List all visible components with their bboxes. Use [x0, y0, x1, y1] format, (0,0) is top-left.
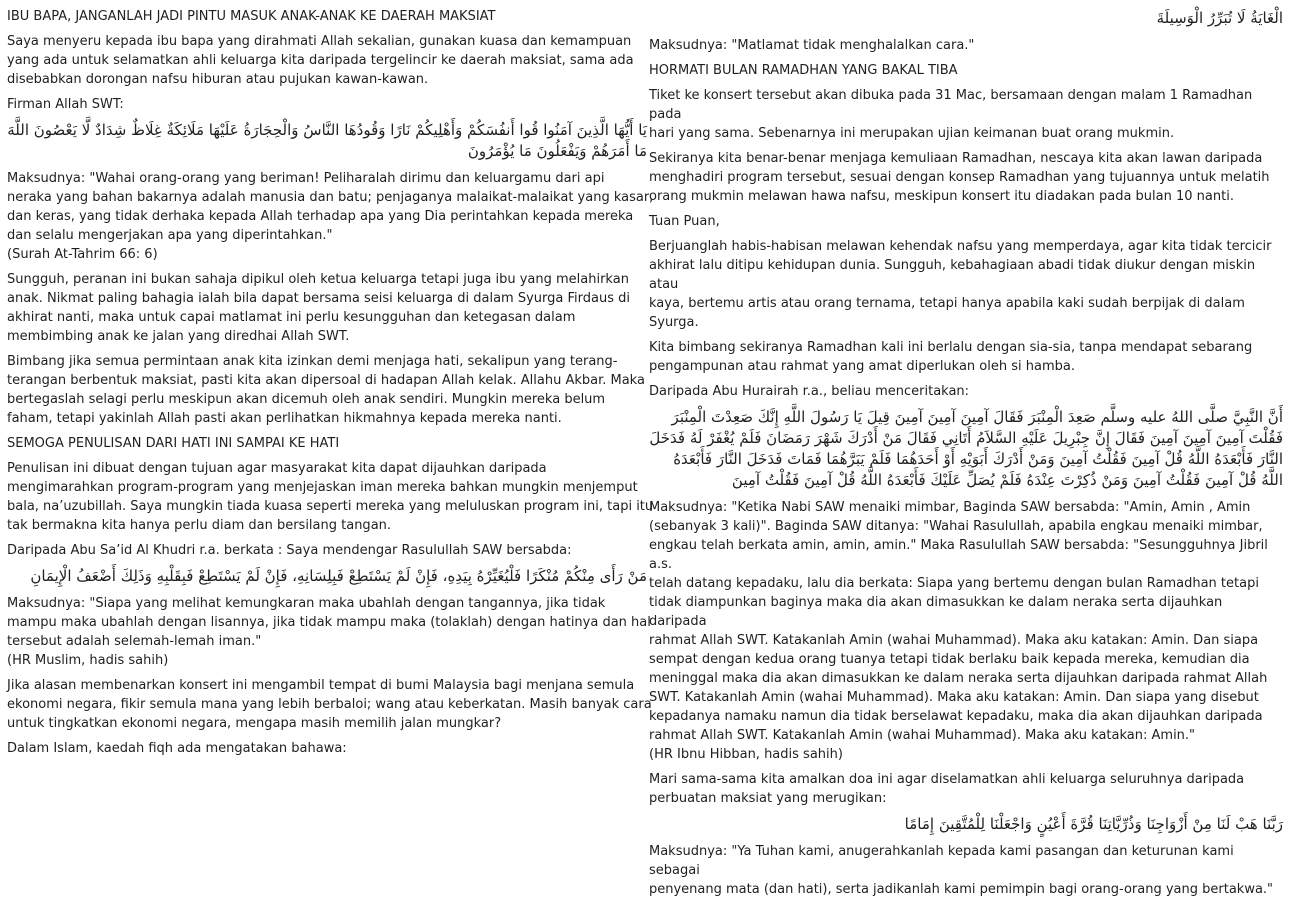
paragraph-worry: Kita bimbang sekiranya Ramadhan kali ini berlalu dengan sia-sia, tanpa mendapat sebarang pengampunan atau rahmat yang amat diperlukan oleh si hamba. [649, 340, 1253, 374]
right-article-column [648, 0, 1290, 897]
translation-hadith-munkar: Maksudnya: "Siapa yang melihat kemungkaran maka ubahlah dengan tangannya, jika tidak mampu maka ubahlah dengan lisannya, jika tidak mampu maka (tolaklah) dengan hatinya dan hal tersebut adalah selemah-lemah iman." [7, 596, 651, 649]
paragraph-economy: Jika alasan membenarkan konsert ini mengambil tempat di bumi Malaysia bagi menjana semula ekonomi negara, fikir semula mana yang lebih berbaloi; wang atau keberkatan. Masih banyak cara untuk tingkatkan ekonomi negara, mengapa masih memilih jalan mungkar? [7, 678, 652, 731]
translation-hadith-amin: Maksudnya: "Ketika Nabi SAW menaiki mimbar, Baginda SAW bersabda: "Amin, Amin , Amin (sebanyak 3 kali)". Baginda SAW ditanya: "Wahai Rasulullah, apabila engkau menaiki mimbar, engkau telah berkata amin, amin, amin." Maka Rasulullah SAW bersabda: "Sesungguhnya Jibril a.s. telah datang kepadaku, lalu dia berkata: Siapa yang bertemu dengan bulan Ramadhan tetapi tidak diampunkan baginya maka dia akan dimasukkan ke dalam neraka serta dijauhkan daripada rahmat Allah SWT. Katakanlah Amin (wahai Muhammad). Maka aku katakan: Amin. Dan siapa sempat dengan kedua orang tuanya tetapi tidak berlaku baik kepada mereka, kemudian dia meninggal maka dia akan dimasukkan ke dalam neraka serta dijauhkan daripada rahmat Allah SWT. Katakanlah Amin (wahai Muhammad). Maka aku katakan: Amin. Dan siapa yang disebut kepadanya namaku namun dia tidak berselawat kepadaku, maka dia akan dijauhkan daripada rahmat Allah SWT. Katakanlah Amin (wahai Muhammad). Maka aku katakan: Amin." [649, 500, 1268, 743]
source-tahrim: (Surah At-Tahrim 66: 6) [7, 247, 158, 262]
paragraph-ramadhan-honor: Sekiranya kita benar-benar menjaga kemuliaan Ramadhan, nescaya kita akan lawan daripada menghadiri program tersebut, sesuai dengan konsep Ramadhan yang tujuannya untuk melatih orang mukmin melawan hawa nafsu, meskipun konsert itu diadakan pada bulan 10 nanti. [649, 151, 1270, 204]
arabic-verse-tahrim: يَا أَيُّهَا الَّذِينَ آمَنُوا قُوا أَنفُسَكُمْ وَأَهْلِيكُمْ نَارًا وَقُودُهَا النَّاسُ وَالْحِجَارَةُ عَلَيْهَا مَلَائِكَةٌ غِلَاظٌ شِدَادٌ لَّا يَعْصُونَ اللَّهَ مَا أَمَرَهُمْ وَيَفْعَلُونَ مَا يُؤْمَرُونَ [7, 121, 647, 160]
section-heading-ramadhan: HORMATI BULAN RAMADHAN YANG BAKAL TIBA [649, 63, 958, 78]
arabic-doa: رَبَّنَا هَبْ لَنَا مِنْ أَزْوَاجِنَا وَذُرِّيَّاتِنَا قُرَّةَ أَعْيُنٍ وَاجْعَلْنَا لِلْمُتَّقِينَ إِمَامًا [904, 815, 1283, 833]
section-heading-parents: IBU BAPA, JANGANLAH JADI PINTU MASUK ANAK-ANAK KE DAERAH MAKSIAT [7, 9, 496, 24]
arabic-hadith-munkar: مَنْ رَأَى مِنْكُمْ مُنْكَرًا فَلْيُغَيِّرْهُ بِيَدِهِ، فَإِنْ لَمْ يَسْتَطِعْ فَبِلِسَانِهِ، فَإِنْ لَمْ يَسْتَطِعْ فَبِقَلْبِهِ وَذَلِكَ أَضْعَفُ الْإِيمَانِ [30, 567, 647, 585]
source-hadith-ibnu-hibban: (HR Ibnu Hibban, hadis sahih) [649, 747, 843, 762]
arabic-fiqh-maxim: الْغَايَةُ لَا تُبَرِّرُ الْوَسِيلَةَ [1156, 9, 1283, 27]
paragraph-purpose: Penulisan ini dibuat dengan tujuan agar masyarakat kita dapat dijauhkan daripada mengimarahkan program-program yang menjejaskan iman mereka bahkan mungkin menjemput bala, na’uzubillah. Saya mungkin tiada kuasa seperti mereka yang meluluskan program ini, tapi itu tak bermakna kita hanya perlu diam dan bersilang tangan. [7, 461, 654, 533]
section-heading-heart: SEMOGA PENULISAN DARI HATI INI SAMPAI KE HATI [7, 436, 340, 451]
paragraph-parents-appeal: Saya menyeru kepada ibu bapa yang dirahmati Allah sekalian, gunakan kuasa dan kemampuan yang ada untuk selamatkan ahli keluarga kita daripada tergelincir ke daerah maksiat, sama ada disebabkan dorongan nafsu hiburan atau pujukan kawan-kawan. [7, 34, 634, 87]
left-column-content [0, 0, 687, 758]
right-column-content [648, 0, 1283, 899]
arabic-hadith-amin: أَنَّ النَّبِيَّ صلَّى اللهُ عليه وسلَّم صَعِدَ الْمِنْبَرَ فَقَالَ آمِينَ آمِينَ آمِينَ قِيلَ يَا رَسُولَ اللَّهِ إِنَّكَ صَعِدْتَ الْمِنْبَرَ فَقُلْتَ آمِينَ آمِينَ آمِينَ فَقَالَ إِنَّ جِبْرِيلَ عَلَيْهِ السَّلاَمُ أَتَانِي فَقَالَ مَنْ أَدْرَكَ شَهْرَ رَمَضَانَ فَلَمْ يُغْفَرْ لَهُ فَدَخَلَ النَّارَ فَأَبْعَدَهُ اللَّهُ قُلْ آمِينَ فَقُلْتُ آمِينَ وَمَنْ أَدْرَكَ أَبَوَيْهِ أَوْ أَحَدَهُمَا فَلَمْ يَبَرَّهُمَا فَمَاتَ فَدَخَلَ النَّارَ فَأَبْعَدَهُ اللَّهُ قُلْ آمِينَ فَقُلْتُ آمِينَ وَمَنْ ذُكِرْتَ عِنْدَهُ فَلَمْ يُصَلِّ عَلَيْكَ فَأَبْعَدَهُ اللَّهُ قُلْ آمِينَ فَقُلْتُ آمِينَ [649, 408, 1283, 489]
paragraph-struggle: Berjuanglah habis-habisan melawan kehendak nafsu yang memperdaya, agar kita tidak tercicir akhirat lalu ditipu kehidupan dunia. Sungguh, kebahagiaan abadi tidak diukur dengan miskin atau kaya, bertemu artis atau orang ternama, tetapi hanya apabila kaki sudah berpijak di dalam Syurga. [649, 239, 1272, 330]
left-article-column [0, 0, 654, 800]
hadith-intro-abu-said: Daripada Abu Sa’id Al Khudri r.a. berkata : Saya mendengar Rasulullah SAW bersabda: [7, 543, 572, 558]
hadith-intro-abu-hurairah: Daripada Abu Hurairah r.a., beliau menceritakan: [649, 384, 970, 399]
source-hadith-muslim: (HR Muslim, hadis sahih) [7, 653, 169, 668]
translation-tahrim: Maksudnya: "Wahai orang-orang yang beriman! Peliharalah dirimu dan keluargamu dari api neraka yang bahan bakarnya adalah manusia dan batu; penjaganya malaikat-malaikat yang kasar, dan keras, yang tidak derhaka kepada Allah terhadap apa yang Dia perintahkan kepada mereka dan selalu mengerjakan apa yang diperintahkan." [7, 171, 654, 243]
paragraph-fiqh-intro: Dalam Islam, kaedah fiqh ada mengatakan bahawa: [7, 741, 347, 756]
paragraph-firmness: Bimbang jika semua permintaan anak kita izinkan demi menjaga hati, sekalipun yang terang- terangan berbentuk maksiat, pasti kita akan dipersoal di hadapan Allah kelak. Allahu Akbar. Maka bertegaslah selagi perlu meskipun akan dicemuh oleh anak sendiri. Mungkin mereka belum faham, tetapi yakinlah Allah pasti akan perlihatkan hikmahnya kepada mereka nanti. [7, 354, 645, 426]
salutation: Tuan Puan, [649, 214, 720, 229]
quran-intro: Firman Allah SWT: [7, 97, 124, 112]
paragraph-doa-intro: Mari sama-sama kita amalkan doa ini agar diselamatkan ahli keluarga seluruhnya daripada perbuatan maksiat yang merugikan: [649, 772, 1245, 806]
translation-doa: Maksudnya: "Ya Tuhan kami, anugerahkanlah kepada kami pasangan dan keturunan kami sebagai penyenang mata (dan hati), serta jadikanlah kami pemimpin bagi orang-orang yang bertakwa." [649, 844, 1274, 897]
paragraph-ticket-date: Tiket ke konsert tersebut akan dibuka pada 31 Mac, bersamaan dengan malam 1 Ramadhan pada hari yang sama. Sebenarnya ini merupakan ujian keimanan buat orang mukmin. [649, 88, 1253, 141]
translation-fiqh-maxim: Maksudnya: "Matlamat tidak menghalalkan cara." [649, 38, 975, 53]
paragraph-family-role: Sungguh, peranan ini bukan sahaja dipikul oleh ketua keluarga tetapi juga ibu yang melahirkan anak. Nikmat paling bahagia ialah bila dapat bersama seisi keluarga di dalam Syurga Firdaus di akhirat nanti, maka untuk capai matlamat ini perlu kesungguhan dan ketegasan dalam membimbing anak ke jalan yang diredhai Allah SWT. [7, 272, 630, 344]
